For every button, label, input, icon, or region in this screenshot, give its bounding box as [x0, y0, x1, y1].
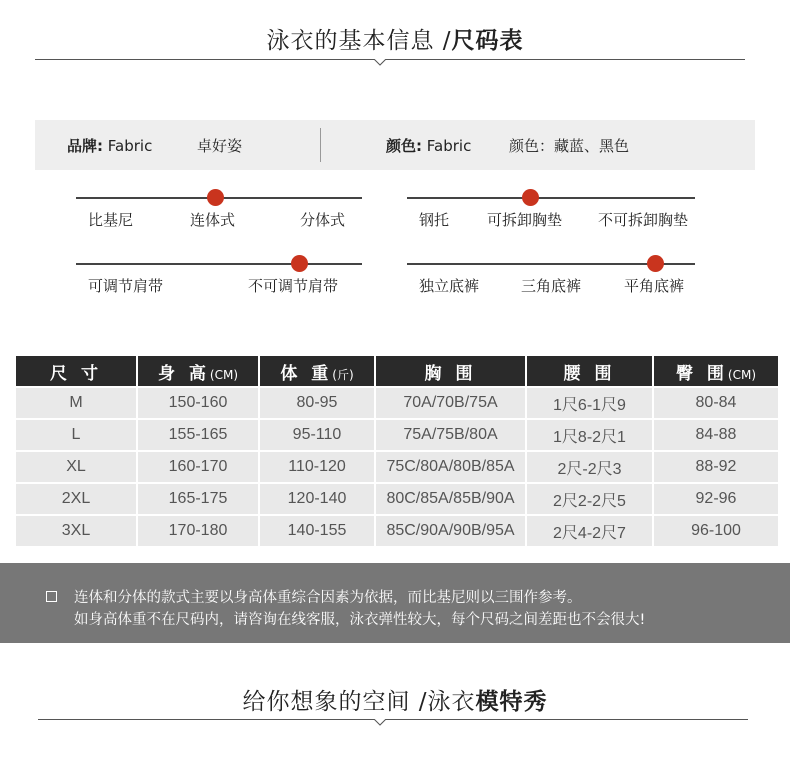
- header-size: 尺 寸: [16, 356, 136, 386]
- cell-size: 2XL: [16, 484, 136, 514]
- size-table: [14, 354, 780, 548]
- header-bust: 胸 围: [376, 356, 525, 386]
- cell-hip: 96-100: [654, 516, 778, 546]
- cell-waist: 1尺6-1尺9: [527, 388, 652, 418]
- selected-dot: [522, 189, 539, 206]
- cell-waist: 2尺-2尺3: [527, 452, 652, 482]
- header-weight: 体 重(斤): [260, 356, 374, 386]
- option-boyshort-bottom: 平角底裤: [624, 277, 685, 295]
- brand-cn: 卓好姿: [197, 137, 243, 155]
- color-list: 颜色：藏蓝、黑色: [509, 137, 630, 155]
- cell-size: M: [16, 388, 136, 418]
- header-hip: 臀 围(CM): [654, 356, 778, 386]
- cell-bust: 75C/80A/80B/85A: [376, 452, 525, 482]
- brand-label: 品牌: Fabric: [67, 137, 153, 155]
- option-two-piece: 分体式: [300, 211, 346, 229]
- cell-waist: 2尺2-2尺5: [527, 484, 652, 514]
- cell-hip: 84-88: [654, 420, 778, 450]
- option-triangle-bottom: 三角底裤: [521, 277, 582, 295]
- note-line-1: 连体和分体的款式主要以身高体重综合因素为依据，而比基尼则以三围作参考。: [74, 590, 582, 606]
- cell-height: 170-180: [138, 516, 258, 546]
- table-row: [16, 484, 778, 514]
- note-line-2: 如身高体重不在尺码内，请咨询在线客服，泳衣弹性较大，每个尺码之间差距也不会很大!: [74, 612, 646, 628]
- cell-weight: 140-155: [260, 516, 374, 546]
- cell-size: L: [16, 420, 136, 450]
- scale-line: [407, 197, 695, 199]
- chevron-down-icon: [374, 59, 386, 66]
- cell-weight: 120-140: [260, 484, 374, 514]
- section-title-model-show: 给你想象的空间 /泳衣模特秀: [242, 689, 548, 715]
- option-fixed-pad: 不可拆卸胸垫: [598, 211, 689, 229]
- option-bikini: 比基尼: [88, 211, 134, 229]
- cell-weight: 110-120: [260, 452, 374, 482]
- cell-height: 155-165: [138, 420, 258, 450]
- table-row: [16, 516, 778, 546]
- cell-bust: 70A/70B/75A: [376, 388, 525, 418]
- option-adjustable-strap: 可调节肩带: [88, 277, 164, 295]
- cell-bust: 75A/75B/80A: [376, 420, 525, 450]
- table-row: [16, 452, 778, 482]
- cell-weight: 95-110: [260, 420, 374, 450]
- option-underwire: 钢托: [419, 211, 450, 229]
- bottom-scale: [407, 263, 695, 313]
- pad-scale: [407, 197, 695, 247]
- table-header-row: [16, 356, 778, 386]
- cell-bust: 80C/85A/85B/90A: [376, 484, 525, 514]
- cell-hip: 80-84: [654, 388, 778, 418]
- chevron-down-icon: [374, 719, 386, 726]
- option-removable-pad: 可拆卸胸垫: [487, 211, 563, 229]
- cell-size: 3XL: [16, 516, 136, 546]
- size-note: [0, 563, 790, 643]
- cell-size: XL: [16, 452, 136, 482]
- cell-waist: 1尺8-2尺1: [527, 420, 652, 450]
- cell-bust: 85C/90A/90B/95A: [376, 516, 525, 546]
- divider: [320, 128, 321, 162]
- table-row: [16, 388, 778, 418]
- cell-height: 160-170: [138, 452, 258, 482]
- section-title-size-chart: 泳衣的基本信息 /尺码表: [266, 28, 524, 54]
- selected-dot: [647, 255, 664, 272]
- cell-hip: 92-96: [654, 484, 778, 514]
- product-info-bar: [35, 120, 755, 170]
- selected-dot: [207, 189, 224, 206]
- cell-hip: 88-92: [654, 452, 778, 482]
- cell-height: 150-160: [138, 388, 258, 418]
- option-fixed-strap: 不可调节肩带: [248, 277, 339, 295]
- cell-weight: 80-95: [260, 388, 374, 418]
- title-underline: [38, 719, 748, 720]
- style-scale: [76, 197, 362, 247]
- option-one-piece: 连体式: [190, 211, 236, 229]
- header-waist: 腰 围: [527, 356, 652, 386]
- selected-dot: [291, 255, 308, 272]
- cell-waist: 2尺4-2尺7: [527, 516, 652, 546]
- header-height: 身 高(CM): [138, 356, 258, 386]
- checkbox-square-icon: [46, 591, 57, 602]
- table-row: [16, 420, 778, 450]
- option-separate-bottom: 独立底裤: [419, 277, 480, 295]
- scale-line: [76, 263, 362, 265]
- strap-scale: [76, 263, 362, 313]
- title-underline: [35, 59, 745, 60]
- color-label: 颜色: Fabric: [386, 137, 472, 155]
- cell-height: 165-175: [138, 484, 258, 514]
